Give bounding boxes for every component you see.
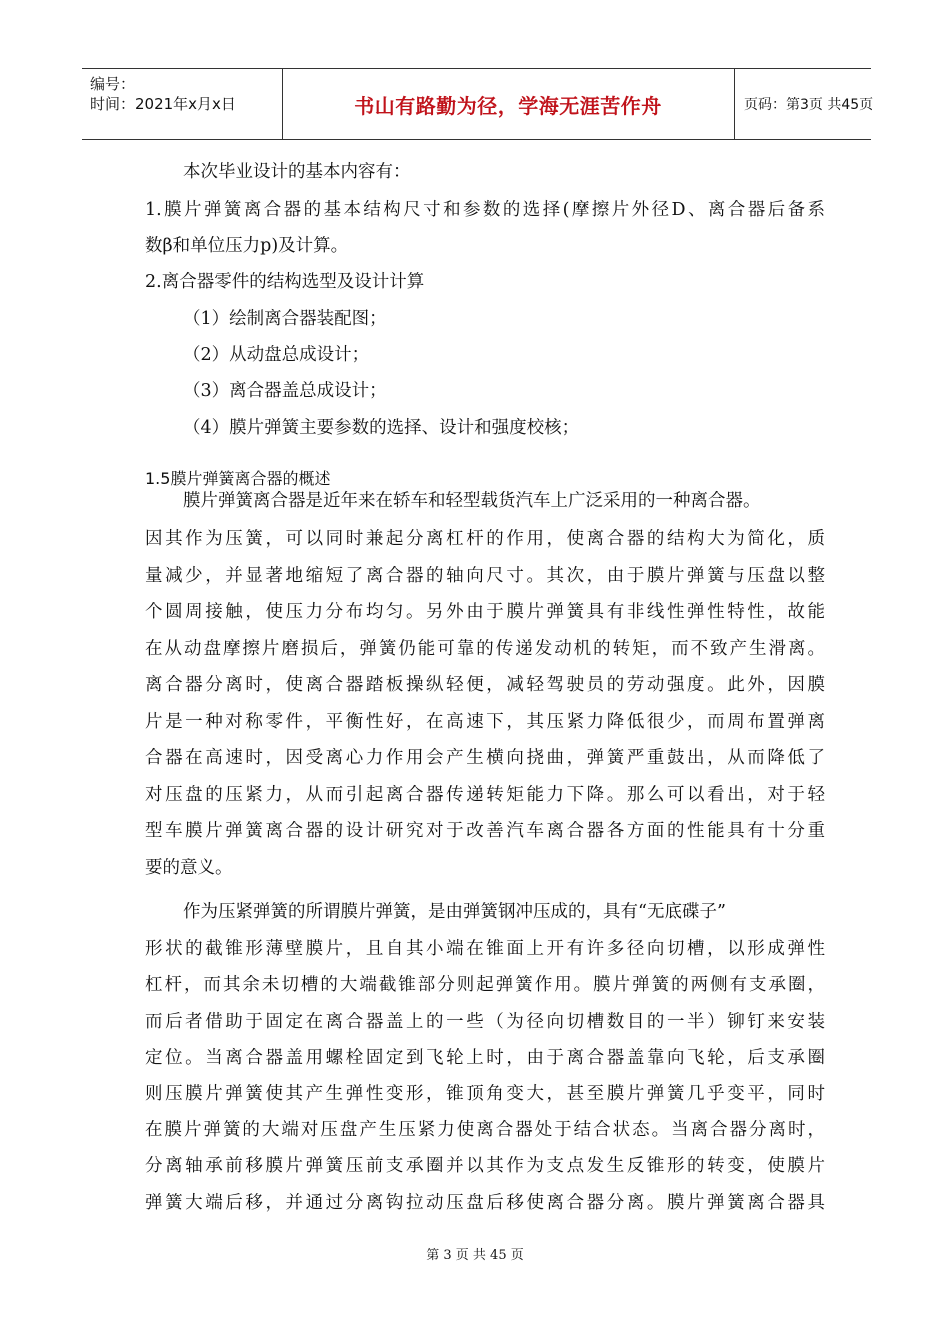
page-code: 页码：第3页 共45页 xyxy=(744,97,874,113)
paragraph-1-line: 膜片弹簧离合器是近年来在轿车和轻型载货汽车上广泛采用的一种离合器。 xyxy=(183,491,761,511)
sub-item-2: （2）从动盘总成设计； xyxy=(183,345,370,365)
paragraph-2-line: 形状的截锥形薄壁膜片，且自其小端在锥面上开有许多径向切槽，以形成弹性 xyxy=(145,939,825,959)
paragraph-2-line: 在膜片弹簧的大端对压盘产生压紧力使离合器处于结合状态。当离合器分离时， xyxy=(145,1120,825,1140)
item1-line2: 数β和单位压力p)及计算。 xyxy=(145,236,349,256)
paragraph-1-line: 合器在高速时，因受离心力作用会产生横向挠曲，弹簧严重鼓出，从而降低了 xyxy=(145,748,825,768)
motto-text: 书山有路勤为径，学海无涯苦作舟 xyxy=(354,93,662,118)
paragraph-2-line: 而后者借助于固定在离合器盖上的一些（为径向切槽数目的一半）铆钉来安装 xyxy=(145,1012,825,1032)
header-page-cell xyxy=(734,69,874,139)
paragraph-1-line: 在从动盘摩擦片磨损后，弹簧仍能可靠的传递发动机的转矩，而不致产生滑离。 xyxy=(145,639,825,659)
number-label: 编号： xyxy=(90,75,136,93)
sub-item-3: （3）离合器盖总成设计； xyxy=(183,381,387,401)
item1-line1: 1.膜片弹簧离合器的基本结构尺寸和参数的选择(摩擦片外径D、离合器后备系 xyxy=(145,200,825,220)
paragraph-1-line: 个圆周接触，使压力分布均匀。另外由于膜片弹簧具有非线性弹性特性，故能 xyxy=(145,602,825,622)
paragraph-1-line: 对压盘的压紧力，从而引起离合器传递转矩能力下降。那么可以看出，对于轻 xyxy=(145,785,825,805)
paragraph-2-line: 则压膜片弹簧使其产生弹性变形，锥顶角变大，甚至膜片弹簧几乎变平，同时 xyxy=(145,1084,825,1104)
paragraph-1-line: 离合器分离时，使离合器踏板操纵轻便，减轻驾驶员的劳动强度。此外，因膜 xyxy=(145,675,825,695)
page-footer: 第 3 页 共 45 页 xyxy=(426,1248,524,1263)
header-motto-cell xyxy=(282,69,735,139)
paragraph-1-line: 量减少，并显著地缩短了离合器的轴向尺寸。其次，由于膜片弹簧与压盘以整 xyxy=(145,566,825,586)
header-meta-cell xyxy=(82,69,283,139)
sub-item-1: （1）绘制离合器装配图； xyxy=(183,309,387,329)
page-header xyxy=(82,68,874,140)
item2-line: 2.离合器零件的结构选型及设计计算 xyxy=(145,272,425,292)
paragraph-2-line: 作为压紧弹簧的所谓膜片弹簧，是由弹簧钢冲压成的，具有“无底碟子” xyxy=(183,902,726,922)
paragraph-2-line: 分离轴承前移膜片弹簧压前支承圈并以其作为支点发生反锥形的转变，使膜片 xyxy=(145,1156,825,1176)
paragraph-1-line: 片是一种对称零件，平衡性好，在高速下，其压紧力降低很少，而周布置弹离 xyxy=(145,712,825,732)
sub-item-4: （4）膜片弹簧主要参数的选择、设计和强度校核； xyxy=(183,418,580,438)
intro-line: 本次毕业设计的基本内容有： xyxy=(183,162,411,182)
paragraph-2-line: 定位。当离合器盖用螺栓固定到飞轮上时，由于离合器盖靠向飞轮，后支承圈 xyxy=(145,1048,825,1068)
paragraph-1-line: 要的意义。 xyxy=(145,858,233,878)
section-title: 1.5膜片弹簧离合器的概述 xyxy=(145,469,331,488)
paragraph-2-line: 杠杆，而其余未切槽的大端截锥部分则起弹簧作用。膜片弹簧的两侧有支承圈， xyxy=(145,975,825,995)
time-label: 时间：2021年x月x日 xyxy=(90,95,236,113)
paragraph-1-line: 因其作为压簧，可以同时兼起分离杠杆的作用，使离合器的结构大为简化，质 xyxy=(145,529,825,549)
paragraph-1-line: 型车膜片弹簧离合器的设计研究对于改善汽车离合器各方面的性能具有十分重 xyxy=(145,821,825,841)
paragraph-2-line: 弹簧大端后移，并通过分离钩拉动压盘后移使离合器分离。膜片弹簧离合器具 xyxy=(145,1193,825,1213)
